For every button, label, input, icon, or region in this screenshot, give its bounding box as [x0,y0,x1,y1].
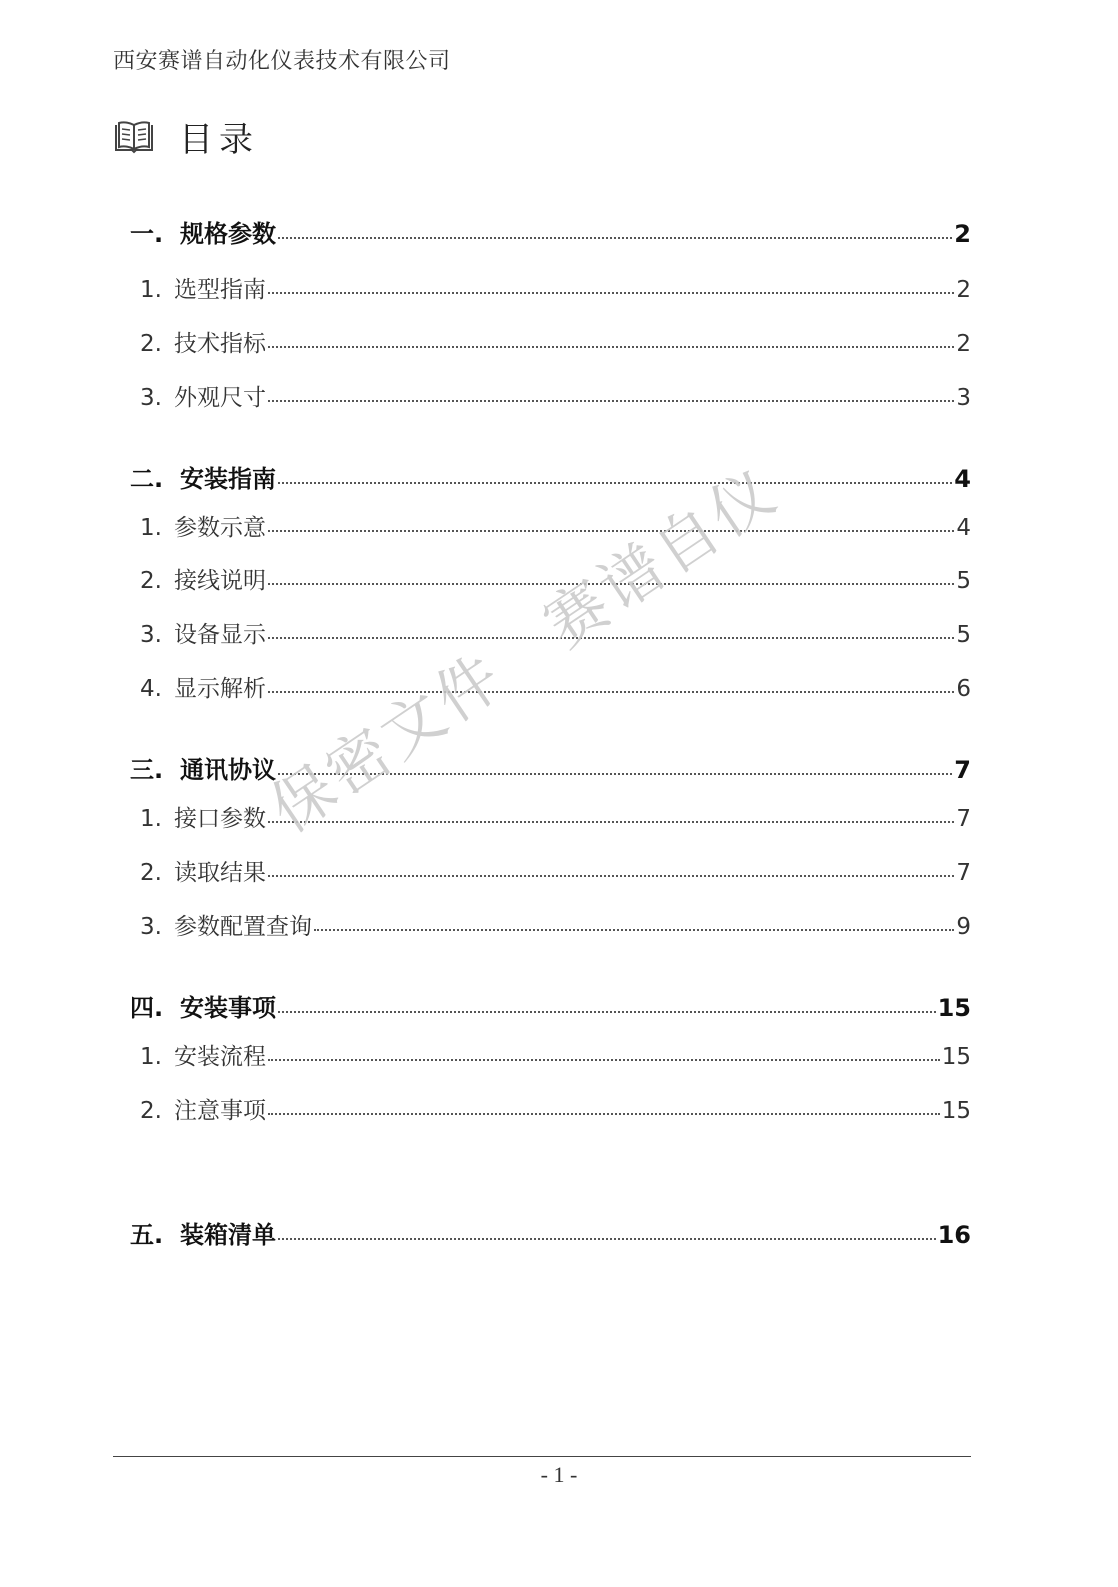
toc-item-1-2[interactable] [140,325,971,358]
toc-page-number: 4 [954,465,971,493]
toc-section-title: 安装指南 [180,465,276,493]
toc-item-2-1[interactable] [140,509,971,542]
dot-leader [268,1059,940,1061]
toc-page-number: 4 [956,515,971,541]
toc-section-2[interactable] [130,459,971,494]
toc-item-1-3[interactable] [140,379,971,412]
toc-section-number: 二. [130,465,164,493]
toc-section-1[interactable] [130,214,971,249]
toc-item-title: 注意事项 [174,1098,266,1124]
toc-item-number: 1. [140,277,162,303]
confidential-watermark: 保密文件 赛谱自仪 [257,453,791,847]
toc-section-title: 装箱清单 [180,1221,276,1249]
toc-item-number: 2. [140,1098,162,1124]
page-number: - 1 - [540,1462,578,1487]
dot-leader [268,821,954,823]
toc-item-3-2[interactable] [140,854,971,887]
toc-page-number: 3 [956,385,971,411]
toc-item-number: 3. [140,385,162,411]
toc-item-title: 选型指南 [174,277,266,303]
toc-item-4-2[interactable] [140,1092,971,1125]
dot-leader [278,482,952,484]
toc-section-number: 五. [130,1221,164,1249]
toc-page-number: 5 [956,622,971,648]
toc-item-number: 3. [140,622,162,648]
toc-item-title: 技术指标 [174,331,266,357]
toc-item-title: 读取结果 [174,860,266,886]
dot-leader [278,1011,936,1013]
toc-section-5[interactable] [130,1215,971,1250]
toc-heading [113,112,259,161]
toc-page-number: 15 [941,1098,971,1124]
toc-section-number: 一. [130,220,164,248]
toc-page-number: 15 [941,1044,971,1070]
toc-item-number: 2. [140,568,162,594]
toc-section-4[interactable] [130,988,971,1023]
toc-section-number: 四. [130,994,164,1022]
toc-page-number: 2 [954,220,971,248]
toc-item-number: 2. [140,331,162,357]
toc-page-number: 16 [937,1221,971,1249]
toc-section-title: 安装事项 [180,994,276,1022]
toc-item-title: 显示解析 [174,676,266,702]
toc-item-title: 设备显示 [174,622,266,648]
book-icon [113,119,155,155]
toc-item-title: 参数示意 [174,515,266,541]
toc-item-number: 1. [140,515,162,541]
toc-title: 目录 [179,120,259,160]
toc-page-number: 15 [937,994,971,1022]
toc-page-number: 7 [954,756,971,784]
toc-item-number: 3. [140,914,162,940]
dot-leader [268,400,954,402]
toc-item-number: 4. [140,676,162,702]
toc-item-number: 1. [140,1044,162,1070]
toc-section-title: 规格参数 [180,220,276,248]
toc-item-3-3[interactable] [140,908,971,941]
dot-leader [268,1113,940,1115]
toc-item-number: 1. [140,806,162,832]
toc-item-3-1[interactable] [140,800,971,833]
toc-page-number: 9 [956,914,971,940]
toc-item-4-1[interactable] [140,1038,971,1071]
toc-page-number: 2 [956,331,971,357]
dot-leader [278,1238,936,1240]
dot-leader [268,346,954,348]
toc-page-number: 7 [956,860,971,886]
dot-leader [314,929,954,931]
toc-item-1-1[interactable] [140,271,971,304]
toc-page-number: 7 [956,806,971,832]
toc-section-number: 三. [130,756,164,784]
footer-divider [113,1456,971,1457]
toc-page-number: 5 [956,568,971,594]
toc-item-title: 外观尺寸 [174,385,266,411]
dot-leader [278,237,952,239]
toc-item-title: 参数配置查询 [174,914,312,940]
toc-item-title: 接口参数 [174,806,266,832]
toc-item-title: 接线说明 [174,568,266,594]
dot-leader [268,292,954,294]
toc-page-number: 6 [956,676,971,702]
dot-leader [268,875,954,877]
toc-page-number: 2 [956,277,971,303]
toc-item-number: 2. [140,860,162,886]
toc-section-title: 通讯协议 [180,756,276,784]
toc-item-title: 安装流程 [174,1044,266,1070]
company-name: 西安赛谱自动化仪表技术有限公司 [113,49,451,74]
